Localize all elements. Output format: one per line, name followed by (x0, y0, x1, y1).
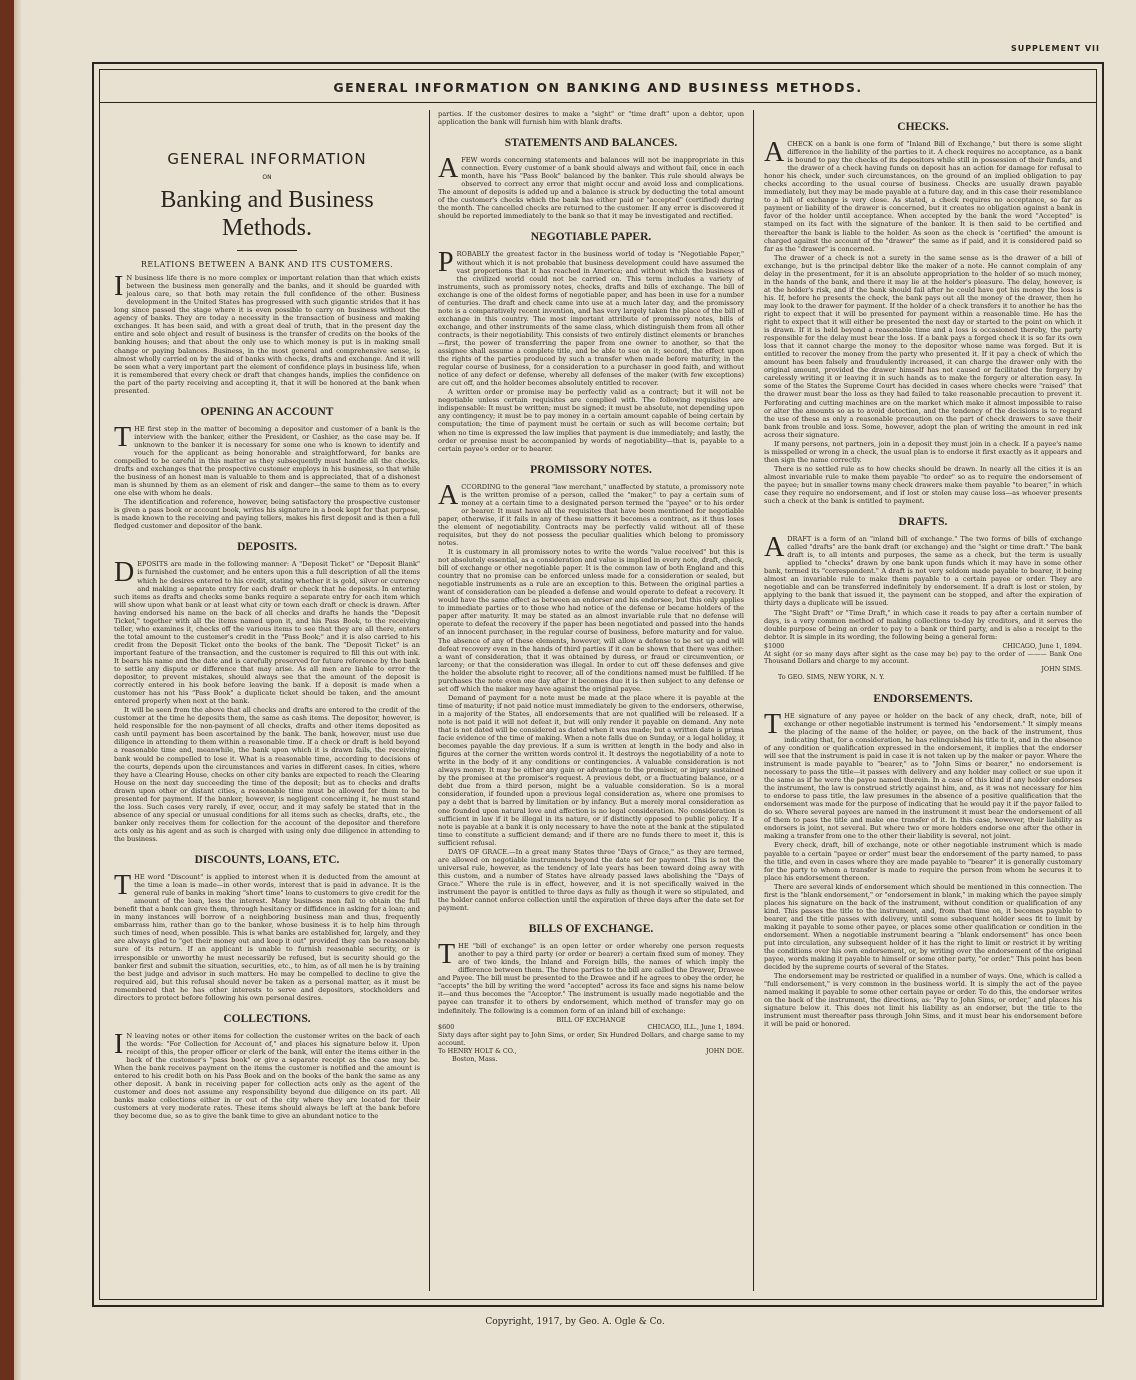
main-title: GENERAL INFORMATION ON BANKING AND BUSINESS METHODS. (333, 80, 863, 95)
paragraph: There is no settled rule as to how checks should be drawn. In nearly all the cities it is an almost invariable rule to make them payable "to order" so as to require the endorsement of the payee; but in smaller towns many check drawers make them payable "to bearer," in which case they require no endorsement, and if lost or stolen may cause loss—as whoever presents such a check at the bank is entitled to payment. (764, 464, 1082, 506)
supplement-label: SUPPLEMENT VII (1010, 44, 1100, 53)
paragraph: ACHECK on a bank is one form of "Inland Bill of Exchange," but there is some slight difference in the liability of the parties to it. A check requires no acceptance, as a bank is bound to pay the checks of its depositors while still in possession of their funds, and the drawer of a check having funds on deposit has an action for damage for refusal to honor his check, under such circumstances, on the ground of an implied obligation to pay checks according to the usual course of business. Checks are usually drawn payable immediately, but they may be made payable at a future day, and in this case their resemblance to a bill of exchange is very close. As stated, a check requires no acceptance, so far as payment or liability of the drawer is concerned, but it creates no obligation against a bank in favor of the holder until acceptance. When accepted by the bank the word "Accepted" is stamped on its fact with the signature of the banker. It is then said to be certified and thereafter the bank is liable to the holder. As soon as the check is "certified" the amount is charged against the account of the "drawer" the same as if paid, and it is considered paid so far as the "drawer" is concerned. (764, 137, 1082, 253)
article-frame-inner (99, 69, 1097, 1300)
drop-cap: A (438, 479, 459, 511)
draft-form (764, 643, 1082, 682)
form-city: Boston, Mass. (452, 1054, 498, 1063)
paragraph: THE word "Discount" is applied to interest when it is deducted from the amount at the time a loan is made—in other words, interest that is paid in advance. It is the general rule of banks in making "short time" loans to customers to give credit for the amount of the loan, less the interest. Many business men fail to obtain the full benefit that a bank can give them, through hesitancy or diffidence in asking for a loan; and in many instances will borrow of a neighboring business man and thus, frequently embarrass him, rather than go to the banker, whose business it is to help him through such times of need, when possible. This is what banks are established for, largely, and they are always glad to "get their money out and keep it out" provided they can be reasonably sure of its return. If an applicant is unable to furnish reasonable security, or is irresponsible or unworthy he must necessarily be refused, but is security should go the banker first and submit the situation, securities, etc., to him, as of all men he is by training the best judge and advisor in such matters. He may be compelled to decline to give the required aid, but this refusal should never be taken as a personal matter, as it must be remembered that he has other interests to serve and depositors, stockholders and directors to protect before following his own personal desires. (114, 870, 420, 1002)
gi-subtitle: Banking and Business Methods. (160, 187, 374, 242)
section-heading: CHECKS. (897, 121, 949, 133)
section-heading: DRAFTS. (898, 516, 948, 529)
form-signer: JOHN SIMS. (1041, 665, 1082, 674)
section-heading: DISCOUNTS, LOANS, ETC. (194, 854, 340, 867)
column-divider (429, 110, 430, 1291)
copyright: Copyright, 1917, by Geo. A. Ogle & Co. (485, 1317, 665, 1327)
drop-cap: P (438, 247, 454, 279)
paragraph: Demand of payment for a note must be made at the place where it is payable at the time of maturity; if not paid notice must immediately be given to the endorsers, otherwise, in a majority of the States, all endorsements that are not qualified will be released. If a note is not paid it will not defeat it, but will only render it payable on demand. Any note that is not dated will be considered as dated when it was made; but a written date is prima facie evidence of the time of making. When a note falls due on Sunday, or a legal holiday, it becomes payable the day previous. If a sum is written at length in the body and also in figures at the corner the written words control it. It destroys the negotiability of a note to write in the body of it any conditions or contingencies. A valuable consideration is not always money. It may be either any gain or advantage to the promisor, or injury sustained by the promisee at the promisor's request. A previous debt, or a fluctuating balance, or a debt due from a third person, might be a valuable consideration. So is a moral consideration, if founded upon a previous legal consideration as, where one promises to pay a debt that is barred by limitation or by infancy. But a merely moral consideration as one founded upon natural love and affection is no legal consideration. No consideration is sufficient in law if it be illegal in its nature, or if distinctly opposed to public policy. If a note is payable at a bank it is only necessary to have the note at the bank at the stipulated time to constitute a sufficient demand; and if there are no funds there to meet it, this is sufficient refusal. (438, 693, 744, 847)
drop-cap: T (764, 708, 782, 740)
column-2 (438, 110, 744, 1291)
section-heading: STATEMENTS AND BALANCES. (504, 137, 678, 150)
form-amount: $600 (438, 1023, 455, 1032)
paragraph: THE signature of any payee or holder on the back of any check, draft, note, bill of exchange or other negotiable instrument is termed his "endorsement." It simply means the placing of the name of the holder, or payee, on the back of the instrument, thus indicating that, for a consideration, he has relinquished his title to it, and in the absence of any condition or qualification expressed in the endorsement, it implies that the endorser will see that the instrument is paid in case it is not taken up by the maker or payor. Where the instrument is made payable to "bearer," as to "John Sims or bearer," no endorsement is necessary to pass the title—it passes with delivery and any holder may collect or sue upon it the same as if he were the payee named therein. In a case of this kind if any holder endorses the instrument, the law is construed strictly against him, and, as it was not necessary for him to endorse to pass title, the law presumes in the absence of a positive qualification that the endorsement was made for the purpose of indicating that he would pay it if the payor failed to do so. Where several payees are named in the instrument it must bear the endorsement of all of them to pass the title and make one transfer of it. In this case, however, their liability as endorsers is joint, not several. But where two or more holders endorse one after the other in making a transfer from one to the other their liability is several, not joint. (764, 708, 1082, 841)
paragraph: I N leaving notes or other items for collection the customer writes on the back of each the words: "For Collection for Account of," and places his signature below it. Upon receipt of this, the proper officer or clerk of the bank, will enter the items either in the back of the customer's "pass book" or give a separate receipt as the case may be. When the bank receives payment on the items the customer is notified and the amount is entered to his credit both on his Pass Book and on the books of the bank the same as any other deposit. A bank in receiving paper for collection acts only as the agent of the customer and does not assume any responsibility beyond due diligence on its part. All banks make collections either in or out of the city where they are located for their customers at very moderate rates. These items should always be left at the bank before they become due, so as to give the bank time to give an abundant notice to the (114, 1028, 420, 1121)
paragraph: If many persons, not partners, join in a deposit they must join in a check. If a payee's name is misspelled or wrong in a check, the usual plan is to endorse it first exactly as it appears and then sign the name correctly. (764, 439, 1082, 464)
form-place: CHICAGO, ILL., June 1, 1894. (647, 1023, 744, 1032)
gi-rule (237, 250, 297, 251)
binding-edge (14, 0, 22, 1380)
paragraph: Every check, draft, bill of exchange, note or other negotiable instrument which is made payable to a certain "payee or order" must bear the endorsement of the party named, to pass the title, and even in cases where they are made payable to "bearer" it is generally customary for the party to whom a transfer is made to require the person from whom he secures it to place his endorsement thereon. (764, 841, 1082, 882)
drop-cap: A (764, 532, 785, 564)
paragraph: A written order or promise may be perfectly valid as a contract; but it will not be negotiable unless certain requisites are complied with. The following requisites are indispensable: It must be written; must be signed; it must be absolute, not depending upon any contingency; it must be to pay money in a certain amount capable of being certain by computation; the time of payment must be certain or such as will become certain; but when no time is expressed the law implies that payment is due immediately; and lastly, the order or promise must be accompanied by words of negotiability—that is, payable to a certain payee's order or to bearer. (438, 388, 744, 453)
drop-cap: T (114, 870, 132, 902)
paragraph: THE "bill of exchange" is an open letter or order whereby one person requests another to pay a third party (or order or bearer) a certain fixed sum of money. They are of two kinds, the Inland and Foreign bills, the names of which imply the difference between them. The three parties to the bill are called the Drawer, Drawee and Payee. The bill must be presented to the Drawee and if he agrees to obey the order, he "accepts" the bill by writing the word "accepted" across its face and signs his name below it—and thus becomes the "Acceptor." The instrument is usually made negotiable and the payee can transfer it to others by endorsement, which method of transfer may go on indefinitely. The following is a common form of an inland bill of exchange: (438, 939, 744, 1015)
paragraph: AFEW words concerning statements and balances will not be inappropriate in this connection. Every customer of a bank should always and without fail, once in each month, have his "Pass Book" balanced by the banker. This rule should always be observed to correct any error that might occur and avoid loss and complications. The amount of deposits is added up and a balance is struck by deducting the total amount of the customer's checks which the bank has either paid or "accepted" (certified) during the month. The cancelled checks are returned to the customer. If any error is discovered it should be reported immediately to the bank so that it may be investigated and rectified. (438, 153, 744, 221)
page (14, 0, 1136, 1380)
paragraph: It will be seen from the above that all checks and drafts are entered to the credit of the customer at the time he deposits them, the same as cash items. The depositor, however, is held responsible for the non-payment of all checks, drafts and other items deposited as cash until payment has been ascertained by the bank. The bank, however, must use due diligence in attending to them within a reasonable time. If a check or draft is held beyond a reasonable time and, meanwhile, the bank upon which it is drawn fails, the receiving bank would be compelled to lose it. What is a reasonable time, according to decisions of the courts, depends upon the circumstances and varies in different cases. In cities, where they have a Clearing House, checks on other city banks are expected to reach the Clearing House on the next day succeeding the time of the deposit; but as to checks and drafts drawn upon other or distant cities, a reasonable time must be allowed for them to be presented for payment. If the banker, however, is negligent concerning it, he must stand the loss. Such cases very rarely, if ever, occur, and it may safely be stated that in the absence of any special or unusual conditions for all items such as checks, drafts, etc., the banker only receives them for collection for the account of the depositor and therefore acts only as his agent and as such is charged with using only due diligence in attending to the business. (114, 706, 420, 843)
form-to: To GEO. SIMS, NEW YORK, N. Y. (778, 672, 885, 681)
paragraph: DEPOSITS are made in the following manner: A "Deposit Ticket" or "Deposit Blank" is furnished the customer, and he enters upon this a full description of all the items which he desires entered to his credit, stating whether it is gold, silver or currency and making a separate entry for each draft or check that he deposits. In entering such items as drafts and checks some banks require a separate entry for each item which will show upon what bank or at least what city or town each draft or check is drawn. After having endorsed his name on the back of all checks and drafts he hands the "Deposit Ticket," together with all the items named upon it, and his Pass Book, to the receiving teller, who examines it, checks off the various items to see that they are all there, enters the total amount to the customer's credit in the "Pass Book;" and it is also carried to his credit from the Deposit Ticket onto the books of the bank. The "Deposit Ticket" is an important feature of the transaction, and the customer is required to fill this out with ink. It bears his name and the date and is carefully preserved for future reference by the bank to settle any dispute or difference that may arise. As all men are liable to error the depositor, to prevent mistakes, should always see that the amount of the deposit is correctly entered in his book before leaving the bank. If a deposit is made when a customer has not his "Pass Book" a duplicate ticket should be taken, and the amount entered properly when next at the bank. (114, 557, 420, 706)
drop-cap: I (114, 1028, 124, 1060)
section-heading: PROMISSORY NOTES. (530, 463, 652, 476)
column-3 (764, 110, 1082, 1291)
article-frame (92, 62, 1104, 1307)
drop-cap: T (438, 939, 456, 971)
gi-on: ON (262, 174, 272, 181)
paragraph: The drawer of a check is not a surety in the same sense as is the drawer of a bill of exchange, but is the principal debtor like the maker of a note. He cannot complain of any delay in the presentment, for it is an absolute appropriation to the holder of so much money, in the hands of the bank, and there it may lie at the holder's pleasure. The delay, however, is at the holder's risk, and if the bank should fail after he could have got his money the loss is his. If, before he presents the check, the bank pays out all the money of the drawer, then he may look to the drawer for payment. If the holder of a check transfers it to another he has the right to expect that it will be presented for payment within a reasonable time. He has the right to expect that it will either be presented the next day or started to the point on which it is drawn. If it is held beyond a reasonable time and a loss is occasioned thereby, the party responsible for the delay must bear the loss. If a bank pays a forged check it is so far its own loss that it cannot charge the money to the depositor whose name was forged. But it is entitled to recover the money from the party who presented it. If it pay a check of which the amount has been falsely and fraudulently increased, it can charge the drawer only with the original amount, provided the drawer himself has not caused or facilitated the forgery by carelessly writing it or leaving it in such hands as to make the forgery or alteration easy. In some of the States the Supreme Court has decided in cases where checks were "raised" that the drawer must bear the loss as they had failed to take reasonable precaution to prevent it. Perforating and cutting machines are on the market which make it almost impossible to raise or alter the amounts so as to avoid detection, and the tendency of the decisions is to regard the use of these as only a reasonable precaution on the part of check drawers to save their bank from trouble and loss. Some, however, adopt the plan of writing the amount in red ink across their signature. (764, 253, 1082, 439)
paragraph: I N business life there is no more complex or important relation than that which exists between the business men generally and the banks, and it should be guarded with jealous care, so that both may retain the full confidence of the other. Business development in the United States has progressed with such gigantic strides that it has long since passed the stage where it is even possible to carry on business without the agency of banks. They are today a necessity in the transaction of business and making exchanges. It has been said, and with a great deal of truth, that in the present day the entire and sole object and result of business is the transfer of credits on the books of the banking houses; and that about the only use to which money is put is in making small change or paying balances. Business, in the most general and comprehensive sense, is almost wholly carried on by the aid of banks with checks, drafts and exchange. And it will be seen what a very important part the element of confidence plays in business life, when it is remembered that every check or draft that changes hands, implies the confidence on the part of the party receiving and accepting it, that it will be honored at the bank when presented. (114, 271, 420, 395)
section-heading: COLLECTIONS. (223, 1012, 311, 1025)
form-amount: $1000 (764, 641, 785, 650)
section-heading: DEPOSITS. (237, 541, 297, 554)
form-body: Sixty days after sight pay to John Sims, or order, Six Hundred Dollars, and charge same to my account. (438, 1031, 744, 1047)
form-caption: BILL OF EXCHANGE (556, 1015, 626, 1024)
form-signer: JOHN DOE. (705, 1046, 744, 1055)
paragraph: There are several kinds of endorsement which should be mentioned in this connection. The first is the "blank endorsement," or "endorsement in blank," in making which the payee simply places his signature on the back of the instrument, without condition or qualification of any kind. This passes the title to the instrument, and, from that time on, it becomes payable to bearer, and the title passes with delivery, until some subsequent holder sees fit to limit by making it payable to some other payee, or places some other qualification or condition in the endorsement. When a negotiable instrument bearing a "blank endorsement" has once been put into circulation, any subsequent holder of it has the right to limit or restrict it by writing the conditions over his own endorsement, or, by writing over the endorsement of the original payee, words making it payable to himself or some other party, "or order." This point has been decided by the supreme courts of several of the States. (764, 882, 1082, 972)
form-place: CHICAGO, June 1, 1894. (1002, 641, 1082, 650)
bill-of-exchange-form (438, 1017, 744, 1064)
section-heading: OPENING AN ACCOUNT (200, 405, 334, 418)
paragraph: PROBABLY the greatest factor in the business world of today is "Negotiable Paper," without which it is not probable that business development could have assumed the vast proportions that it has reached in America; and without which the business of the civilized world could not be carried on. This term includes a variety of instruments, such as promissory notes, checks, drafts and bills of exchange. The bill of exchange is one of the oldest forms of negotiable paper, and has been in use for a number of centuries. The draft and check came into use at a much later day, and the promissory note is a comparatively recent invention, and has very largely taken the place of the bill of exchange in this country. The most important attribute of promissory notes, bills of exchange, and other instruments of the same class, which distinguish them from all other contracts, is their negotiability. This consists of two entirely distinct elements or branches—first, the power of transferring the paper from one owner to another, so that the assignee shall assume a complete title, and be able to sue on it; second, the effect upon the rights of the parties produced by such a transfer when made before maturity, in the regular course of business, for a consideration to a purchaser in good faith, and without notice of any defect or defense, whereby all defenses of the maker (with few exceptions) are cut off, and the holder becomes absolutely entitled to recover. (438, 247, 744, 388)
drop-cap: A (764, 137, 785, 168)
column-divider (753, 110, 754, 1291)
gi-title: GENERAL INFORMATION (167, 150, 367, 168)
section-heading: NEGOTIABLE PAPER. (530, 231, 652, 244)
section-heading: BILLS OF EXCHANGE. (528, 923, 654, 936)
form-to: To HENRY HOLT & CO., (438, 1046, 517, 1055)
drop-cap: D (114, 557, 135, 589)
paragraph: THE first step in the matter of becoming a depositor and customer of a bank is the interview with the banker, either the President, or Cashier, as the case may be. If unknown to the banker it is necessary for some one who is known to identify and vouch for the applicant as being honorable and straightforward, for banks are compelled to be careful in this matter as they subsequently must handle all the checks, drafts and exchanges that the prospective customer employs in his business, so that while the business of an honest man is valuable to them and is appreciated, that of a dishonest man is shunned by them as an element of risk and danger—the same to them as to every one else with whom he deals. (114, 421, 420, 498)
drop-cap: A (438, 153, 459, 185)
paragraph: The endorsement may be restricted or qualified in a number of ways. One, which is called a "full endorsement," is very common in the business world. It is simply the act of the payee named making it payable to some other certain payee or order. To do this, the endorser writes on the back of the instrument, the directions, as: "Pay to John Sims, or order," and places his signature below it. This does not limit his liability as an endorser, but the title to the instrument must thereafter pass through John Sims, and it must bear his endorsement before it will be paid or honored. (764, 972, 1082, 1029)
section-heading: RELATIONS BETWEEN A BANK AND ITS CUSTOMERS. (140, 260, 394, 270)
paragraph: ADRAFT is a form of an "inland bill of exchange." The two forms of bills of exchange called "drafts" are the bank draft (or exchange) and the "sight or time draft." The bank draft is, to all intents and purposes, the same as a check, but the term is usually applied to "checks" drawn by one bank upon funds which it may have in some other bank, termed its "correspondent." A draft is not very seldom made payable to bearer, it being almost an invariable rule to make them payable to a certain payee or order. They are negotiable and can be transferred indefinitely by endorsement. If a draft is lost or stolen, by applying to the bank that issued it, the payment can be stopped, and after the expiration of thirty days a duplicate will be issued. (764, 532, 1082, 608)
form-body: At sight (or so many days after sight as the case may be) pay to the order of ——— Bank One Thousand Dollars and charge to my account. (764, 649, 1082, 666)
paragraph: The "Sight Draft" or "Time Draft," in which case it reads to pay after a certain number of days, is a very common method of making collections to-day by creditors, and it serves the double purpose of being an order to pay to a bank or third party, and is also a receipt to the debtor. It is simple in its wording, the following being a general form: (764, 608, 1082, 641)
paragraph: parties. If the customer desires to make a "sight" or "time draft" upon a debtor, upon application the bank will furnish him with blank drafts. (438, 110, 744, 127)
column-1 (114, 110, 420, 1291)
paragraph: The identification and reference, however, being satisfactory the prospective customer is given a pass book or account book, writes his signature in a book kept for that purpose, is made known to the receiving and paying tellers, makes his first deposit and is then a full fledged customer and depositor of the bank. (114, 498, 420, 531)
paragraph: ACCORDING to the general "law merchant," unaffected by statute, a promissory note is the written promise of a person, called the "maker," to pay a certain sum of money at a certain time to a designated person termed the "payee" or to his order or bearer. It must have all the requisites that have been mentioned for negotiable paper, otherwise, if it fails in any of these matters it becomes a contract, as it thus loses the element of negotiability. Contracts may be perfectly valid without all of these requisites, but they do not possess the peculiar qualities which belong to promissory notes. (438, 479, 744, 547)
drop-cap: T (114, 421, 132, 453)
paragraph: DAYS OF GRACE.—In a great many States three "Days of Grace," as they are termed, are allowed on negotiable instruments beyond the date set for payment. This is not the universal rule, however, as the tendency of late years has been toward doing away with this custom, and a number of States have already passed laws abolishing the "Days of Grace." Where the rule is in effect, however, and it is not specifically waived in the instrument the payor is entitled to three days as fully as though it were so stipulated, and the holder cannot enforce collection until the expiration of three days after the date set for payment. (438, 847, 744, 913)
drop-cap: I (114, 271, 124, 303)
title-rule (100, 102, 1096, 103)
paragraph: It is customary in all promissory notes to write the words "value received" but this is not absolutely essential, as a consideration and value is implied in every note, draft, check, bill of exchange or other negotiable paper. It is the common law of both England and this country that no promise can be enforced unless made for a consideration or sealed, but negotiable instruments as a rule are an exception to this. Between the original parties a want of consideration can be pleaded a defense and would operate to defeat a recovery. It would have the same effect as between an endorser and his endorsee, but this only applies to immediate parties or to those who had notice of the defense or became holders of the paper after maturity. It may be stated as an almost invariable rule that no defense will operate to defeat the recovery if the paper has been negotiated and passed into the hands of an innocent purchaser, in the regular course of business, before maturity and for value. The absence of any of these elements, however, will allow a defense to be set up and will defeat recovery even in the hands of third parties if it can be shown that there was either: a want of consideration, that it was obtained by duress, or fraud or circumvention, or larceny; or that the consideration was illegal. In order to cut off these defenses and give the holder the absolute right to recover, all of the conditions named must be fulfilled. If he purchases the note even one day after it becomes due it is then subject to any defense or set off which the maker may have against the original payee. (438, 548, 744, 693)
section-heading: ENDORSEMENTS. (873, 692, 973, 705)
